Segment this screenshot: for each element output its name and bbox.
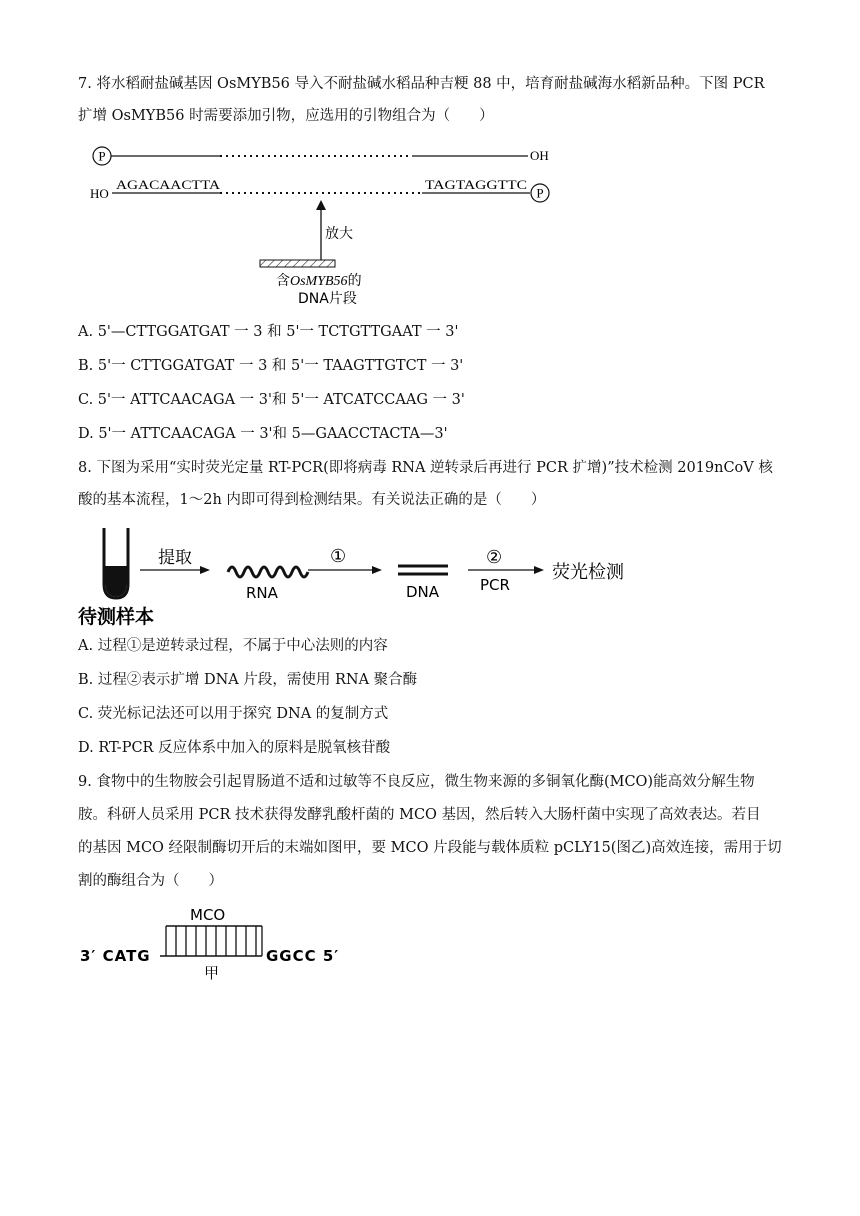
right-sticky-end: GGCC 5′ — [266, 947, 340, 965]
rna-wave-icon — [228, 567, 308, 577]
ho-label: HO — [90, 186, 109, 201]
fragment-label-line2: DNA片段 — [298, 291, 357, 307]
rna-label: RNA — [246, 584, 278, 602]
mco-label: MCO — [190, 906, 226, 924]
q7-option-b: B. 5'一 CTTGGATGAT 一 3 和 5'一 TAAGTTGTCT 一 3' — [78, 358, 464, 374]
right-primer-sequence: TAGTAGGTTC — [425, 177, 527, 192]
left-primer-sequence: AGACAACTTA — [116, 177, 221, 192]
q7-dna-figure — [80, 140, 560, 310]
q9-sticky-end-figure — [76, 902, 376, 986]
q8-option-d: D. RT-PCR 反应体系中加入的原料是脱氧核苷酸 — [78, 740, 391, 756]
q9-stem-line1: 9. 食物中的生物胺会引起胃肠道不适和过敏等不良反应，微生物来源的多铜氧化酶(MCO)能高效分解生物 — [78, 774, 755, 790]
step1-label: ① — [330, 546, 347, 567]
q7-stem-line1: 7. 将水稻耐盐碱基因 OsMYB56 导入不耐盐碱水稻品种吉粳 88 中，培育耐盐碱海水稻新品种。下图 PCR — [78, 76, 765, 92]
q8-stem-line2: 酸的基本流程，1～2h 内即可得到检测结果。有关说法正确的是（ ） — [78, 492, 546, 508]
extract-label: 提取 — [158, 548, 192, 568]
magnify-label: 放大 — [325, 226, 353, 242]
fragment-label: 含OsMYB56的 — [276, 273, 362, 289]
oh-label: OH — [530, 148, 549, 163]
q7-option-a: A. 5'—CTTGGATGAT 一 3 和 5'一 TCTGTTGAAT 一 3' — [78, 324, 459, 340]
figure-caption-jia: 甲 — [204, 964, 220, 982]
sample-label: 待测样本 — [78, 606, 155, 628]
q9-stem-line2: 胺。科研人员采用 PCR 技术获得发酵乳酸杆菌的 MCO 基因，然后转入大肠杆菌中实现了高效表达。若目 — [78, 807, 761, 823]
phosphate-label-bottom: P — [536, 185, 544, 201]
dna-fragment-bar — [260, 260, 335, 267]
q7-stem-line2: 扩增 OsMYB56 时需要添加引物，应选用的引物组合为（ ） — [78, 108, 494, 124]
left-sticky-end: 3′ CATG — [80, 947, 151, 965]
q8-option-b: B. 过程②表示扩增 DNA 片段，需使用 RNA 聚合酶 — [78, 672, 418, 688]
q9-stem-line3: 的基因 MCO 经限制酶切开后的末端如图甲，要 MCO 片段能与载体质粒 pCLY15(图乙)高效连接，需用于切 — [78, 840, 782, 856]
dna-label: DNA — [406, 583, 440, 601]
detect-label: 荧光检测 — [552, 562, 624, 583]
q7-option-c: C. 5'一 ATTCAACAGA 一 3'和 5'一 ATCATCCAAG 一 3' — [78, 392, 465, 408]
q9-stem-line4: 割的酶组合为（ ） — [78, 873, 223, 889]
q7-option-d: D. 5'一 ATTCAACAGA 一 3'和 5—GAACCTACTA—3' — [78, 426, 448, 442]
pcr-label: PCR — [480, 576, 510, 594]
phosphate-label-top: P — [98, 148, 106, 164]
q8-option-a: A. 过程①是逆转录过程，不属于中心法则的内容 — [78, 638, 388, 654]
q8-flow-figure — [76, 520, 656, 632]
step2-label: ② — [486, 547, 503, 568]
q8-option-c: C. 荧光标记法还可以用于探究 DNA 的复制方式 — [78, 706, 389, 722]
q8-stem-line1: 8. 下图为采用“实时荧光定量 RT-PCR(即将病毒 RNA 逆转录后再进行 PCR 扩增)”技术检测 2019nCoV 核 — [78, 460, 773, 476]
